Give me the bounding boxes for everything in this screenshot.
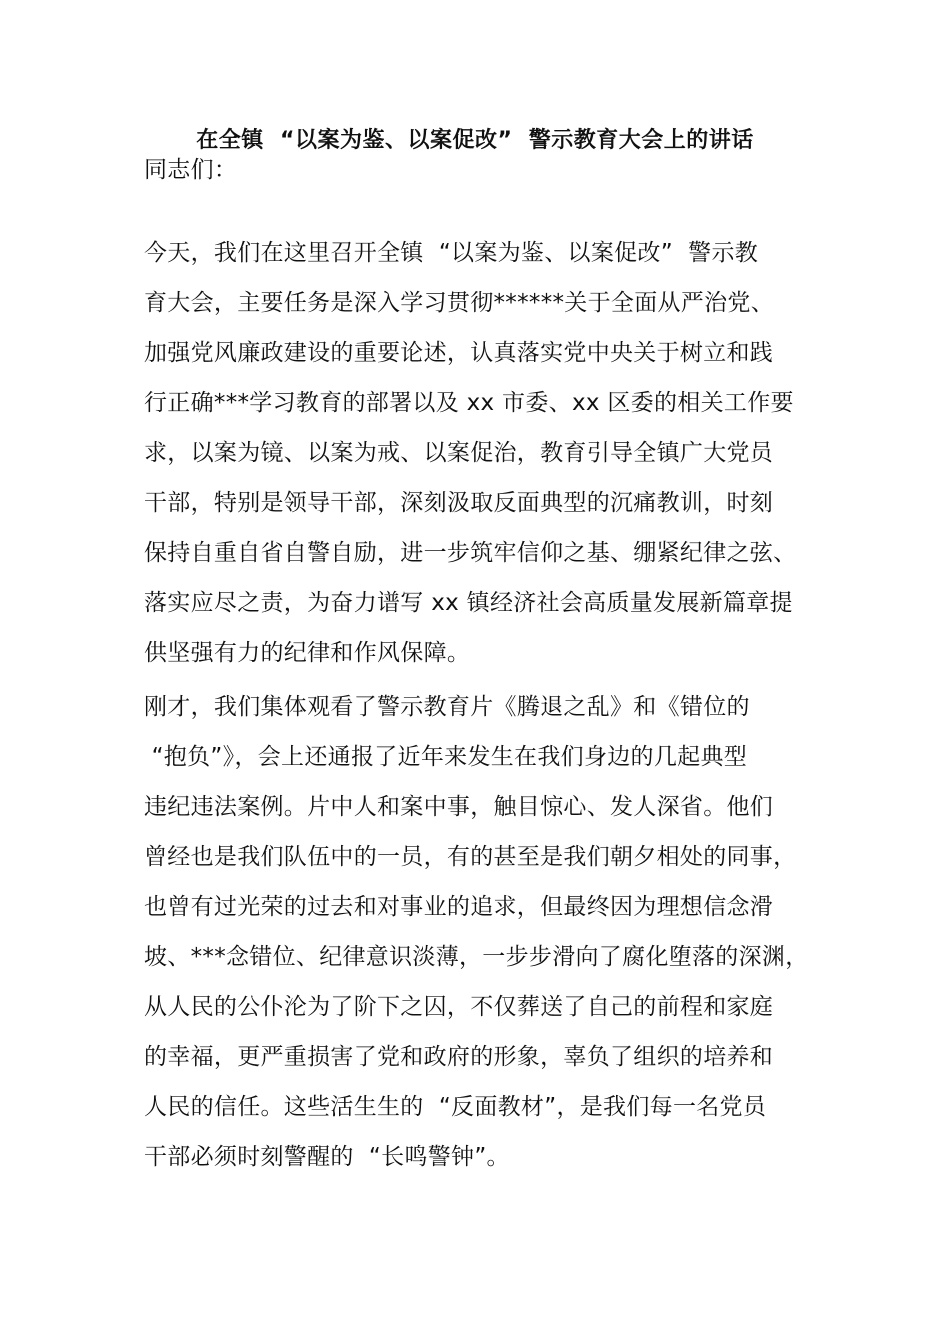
paragraph-line: 落实应尽之责，为奋力谱写 xx 镇经济社会高质量发展新篇章提 <box>144 590 793 616</box>
salutation-text: 同志们： <box>144 157 238 183</box>
salutation <box>144 145 814 195</box>
paragraph-2 <box>144 682 814 1182</box>
paragraph-line: 求，以案为镜、以案为戒、以案促治，教育引导全镇广大党员 <box>144 440 774 466</box>
paragraph-line: 人民的信任。这些活生生的 “反面教材”，是我们每一名党员 <box>144 1094 767 1120</box>
paragraph-line: 坡、***念错位、纪律意识淡薄，一步步滑向了腐化堕落的深渊， <box>144 944 809 970</box>
paragraph-line: 育大会，主要任务是深入学习贯彻******关于全面从严治党、 <box>144 290 774 316</box>
paragraph-1 <box>144 228 814 678</box>
paragraph-line: 保持自重自省自警自励，进一步筑牢信仰之基、绷紧纪律之弦、 <box>144 540 797 566</box>
paragraph-line: 干部，特别是领导干部，深刻汲取反面典型的沉痛教训，时刻 <box>144 490 774 516</box>
paragraph-line: 从人民的公仆沦为了阶下之囚，不仅葬送了自己的前程和家庭 <box>144 994 774 1020</box>
paragraph-line: “抱负”》，会上还通报了近年来发生在我们身边的几起典型 <box>144 744 748 770</box>
paragraph-line: 行正确***学习教育的部署以及 xx 市委、xx 区委的相关工作要 <box>144 390 794 416</box>
paragraph-line: 曾经也是我们队伍中的一员，有的甚至是我们朝夕相处的同事， <box>144 844 797 870</box>
paragraph-line: 的幸福，更严重损害了党和政府的形象，辜负了组织的培养和 <box>144 1044 774 1070</box>
paragraph-line: 刚才，我们集体观看了警示教育片《腾退之乱》和《错位的 <box>144 694 750 720</box>
paragraph-line: 加强党风廉政建设的重要论述，认真落实党中央关于树立和践 <box>144 340 774 366</box>
paragraph-line: 干部必须时刻警醒的 “长鸣警钟”。 <box>144 1144 510 1170</box>
paragraph-line: 今天，我们在这里召开全镇 “以案为鉴、以案促改” 警示教 <box>144 240 759 266</box>
paragraph-line: 违纪违法案例。片中人和案中事，触目惊心、发人深省。他们 <box>144 794 774 820</box>
paragraph-line: 供坚强有力的纪律和作风保障。 <box>144 640 471 666</box>
document-title: 在全镇 “以案为鉴、以案促改” 警示教育大会上的讲话 <box>196 128 754 153</box>
paragraph-line: 也曾有过光荣的过去和对事业的追求，但最终因为理想信念滑 <box>144 894 774 920</box>
